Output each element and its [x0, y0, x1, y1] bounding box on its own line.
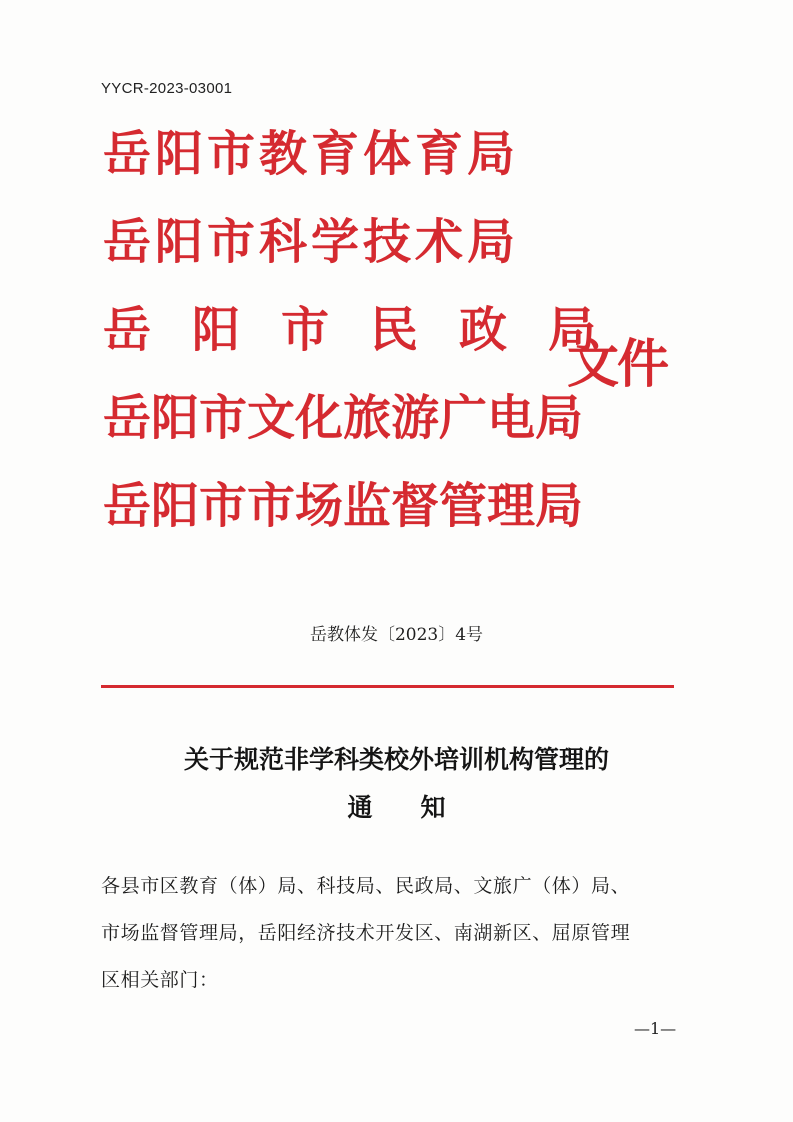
issuer-label: 岳阳市民政局 [103, 302, 638, 358]
issuer-label: 岳阳市教育体育局 [103, 126, 520, 182]
issuer-culture-tourism-bureau [103, 374, 584, 462]
issuer-science-technology-bureau [103, 198, 533, 286]
addressee-block [101, 863, 679, 1004]
red-divider [101, 685, 674, 688]
issuer-market-supervision-bureau [103, 462, 584, 550]
page-number: —1— [634, 1019, 677, 1038]
addressee-line: 区相关部门： [101, 969, 219, 991]
issuer-label: 岳阳市文化旅游广电局 [103, 390, 584, 446]
issuer-label: 岳阳市科学技术局 [103, 214, 520, 270]
document-number: 岳教体发〔2023〕4号 [309, 625, 484, 645]
addressee-line: 市场监督管理局，岳阳经济技术开发区、南湖新区、屈原管理 [101, 922, 631, 944]
document-type-label: 文件 [567, 334, 668, 395]
document-code: YYCR-2023-03001 [101, 80, 233, 97]
issuer-civil-affairs-bureau [103, 286, 638, 374]
issuer-education-sports-bureau [103, 110, 533, 198]
document-title-continued: 通知 [347, 793, 494, 822]
addressee-line: 各县市区教育（体）局、科技局、民政局、文旅广（体）局、 [101, 875, 631, 897]
issuer-label: 岳阳市市场监督管理局 [103, 478, 584, 534]
document-title: 关于规范非学科类校外培训机构管理的 [183, 745, 609, 774]
